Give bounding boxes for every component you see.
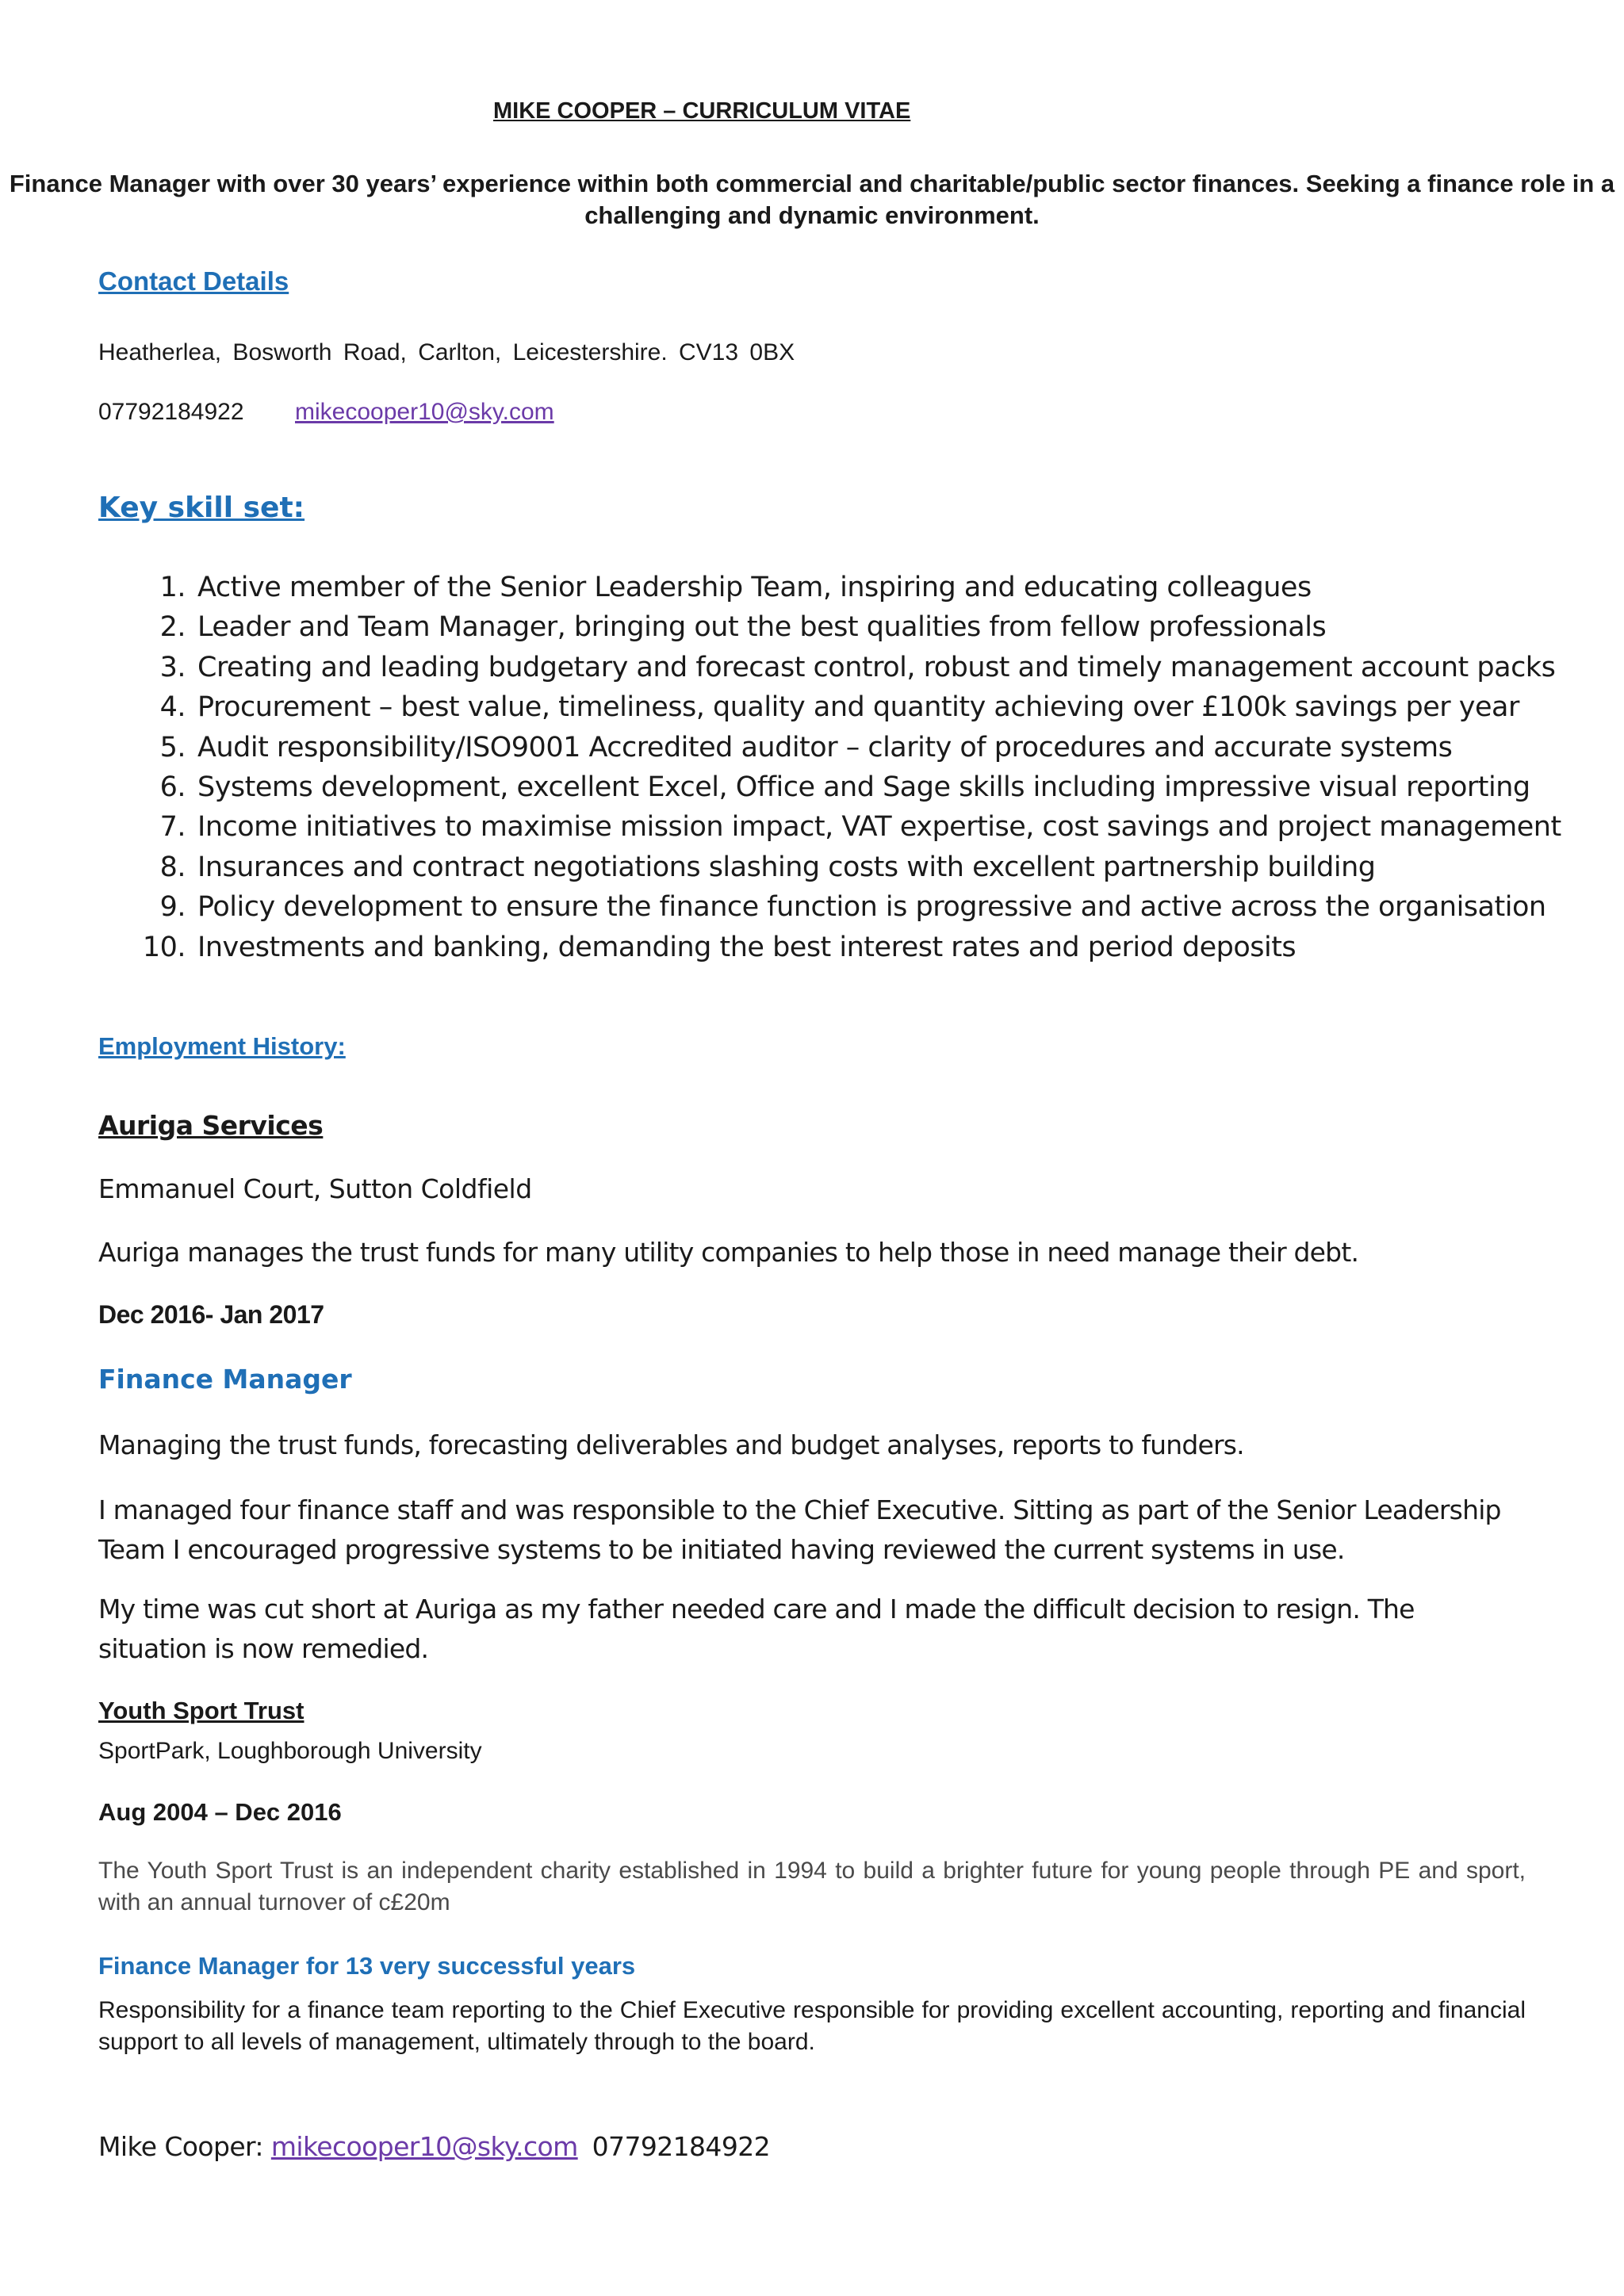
profile-summary: Finance Manager with over 30 years’ experience within both commercial and charitable/public sector finances. Seeking a finance role in a challenging and dynamic environment. — [9, 170, 1615, 229]
skill-item — [98, 887, 1546, 927]
skill-item — [98, 648, 1556, 687]
skill-number: 9. — [159, 891, 186, 924]
skill-item — [98, 687, 1526, 727]
footer-name: Mike Cooper: — [98, 2131, 263, 2162]
skill-item — [98, 607, 1526, 647]
employment-dates: Aug 2004 – Dec 2016 — [98, 1798, 342, 1826]
employer-name: Youth Sport Trust — [98, 1697, 304, 1724]
page-footer — [98, 2131, 770, 2162]
skill-text: Income initiatives to maximise mission impact, VAT expertise, cost savings and project management — [197, 811, 1561, 844]
skill-number: 6. — [159, 771, 186, 804]
employer-name: Auriga Services — [98, 1110, 324, 1141]
skill-number: 2. — [159, 611, 186, 644]
skill-text: Leader and Team Manager, bringing out the best qualities from fellow professionals — [197, 611, 1327, 644]
employment-dates: Dec 2016- Jan 2017 — [98, 1300, 324, 1329]
job-paragraph: My time was cut short at Auriga as my father needed care and I made the difficult decision to resign. The situation is now remedied. — [98, 1594, 1415, 1664]
employer-address: SportPark, Loughborough University — [98, 1738, 482, 1764]
skill-number: 8. — [159, 851, 186, 883]
skill-text: Policy development to ensure the finance function is progressive and active across the organisation — [197, 891, 1546, 924]
skill-number: 4. — [159, 691, 186, 724]
key-skills-heading: Key skill set: — [98, 492, 305, 524]
skill-number: 7. — [159, 811, 186, 844]
employment-history-heading: Employment History: — [98, 1032, 346, 1060]
skill-text: Audit responsibility/ISO9001 Accredited auditor – clarity of procedures and accurate systems — [197, 731, 1453, 763]
skill-text: Insurances and contract negotiations slashing costs with excellent partnership building — [197, 851, 1376, 883]
skill-text: Creating and leading budgetary and forecast control, robust and timely management account packs — [197, 651, 1556, 683]
skill-text: Active member of the Senior Leadership Team, inspiring and educating colleagues — [197, 572, 1312, 603]
footer-email-link[interactable]: mikecooper10@sky.com — [270, 2131, 578, 2162]
footer-phone: 07792184922 — [592, 2131, 771, 2162]
employer-address: Emmanuel Court, Sutton Coldfield — [98, 1173, 532, 1204]
job-paragraph: Managing the trust funds, forecasting deliverables and budget analyses, reports to funders. — [98, 1429, 1244, 1460]
skill-number: 1. — [159, 572, 186, 603]
job-paragraph: I managed four finance staff and was responsible to the Chief Executive. Sitting as part of the Senior Leadership Team I encouraged progressive systems to be initiated having reviewed the current systems in use. — [98, 1494, 1501, 1565]
key-skills-list — [98, 568, 1561, 967]
skill-item — [98, 848, 1526, 887]
skill-text: Investments and banking, demanding the best interest rates and period deposits — [197, 931, 1297, 963]
skill-item — [98, 728, 1526, 767]
skill-number: 10. — [142, 931, 186, 963]
skill-text: Systems development, excellent Excel, Office and Sage skills including impressive visual reporting — [197, 771, 1530, 804]
employer-description: The Youth Sport Trust is an independent charity established in 1994 to build a brighter future for young people through PE and sport, with an annual turnover of c£20m — [98, 1858, 1526, 1915]
document-title: MIKE COOPER – CURRICULUM VITAE — [493, 98, 911, 124]
skill-item — [98, 807, 1561, 847]
skill-number: 5. — [159, 731, 186, 763]
job-title: Finance Manager for 13 very successful years — [98, 1952, 636, 1980]
contact-details-heading: Contact Details — [98, 266, 289, 296]
skill-item — [98, 568, 1526, 607]
skill-text: Procurement – best value, timeliness, quality and quantity achieving over £100k savings per year — [197, 691, 1519, 724]
contact-email-link[interactable]: mikecooper10@sky.com — [295, 399, 554, 425]
job-paragraph: Responsibility for a finance team reporting to the Chief Executive responsible for providing excellent accounting, reporting and financial support to all levels of management, ultimately through to the board. — [98, 1997, 1526, 2055]
skill-item — [98, 928, 1526, 967]
skill-item — [98, 767, 1530, 807]
skill-number: 3. — [159, 651, 186, 683]
contact-address: Heatherlea, Bosworth Road, Carlton, Leicestershire. CV13 0BX — [98, 339, 795, 365]
job-title: Finance Manager — [98, 1364, 352, 1395]
contact-phone: 07792184922 — [98, 399, 244, 425]
employer-description: Auriga manages the trust funds for many utility companies to help those in need manage their debt. — [98, 1237, 1359, 1268]
